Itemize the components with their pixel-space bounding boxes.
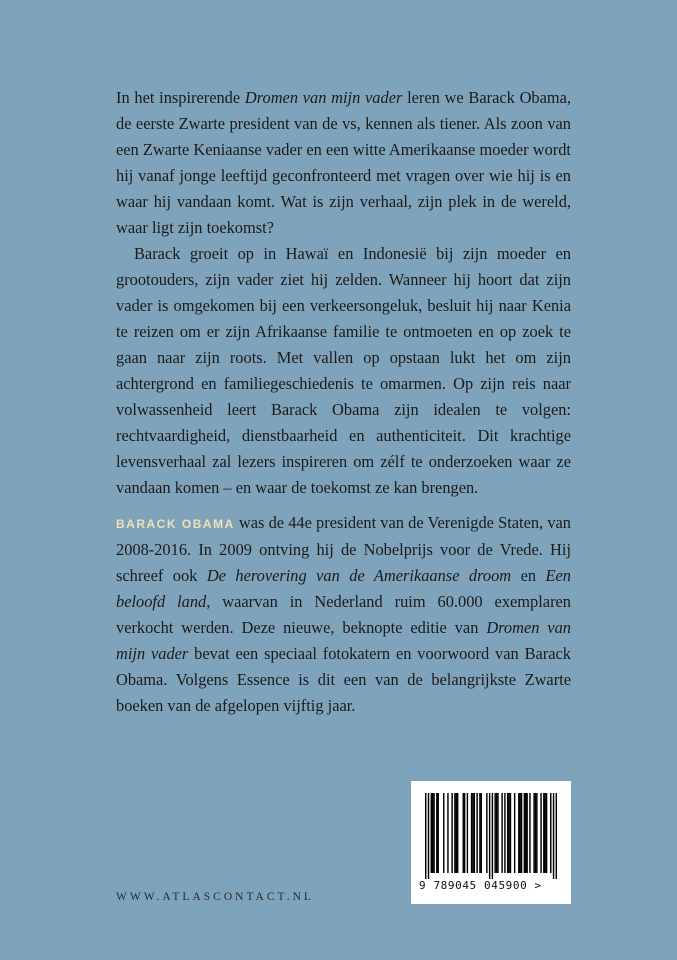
barcode-bar xyxy=(550,793,551,873)
barcode-bar xyxy=(543,793,544,873)
barcode-bar xyxy=(521,793,522,873)
barcode-bar xyxy=(524,793,525,873)
barcode-bar xyxy=(486,793,487,873)
barcode-bar xyxy=(497,793,498,873)
author-name: BARACK OBAMA xyxy=(116,517,235,531)
barcode-bar xyxy=(535,793,536,873)
barcode-bar xyxy=(519,793,520,873)
publisher-website[interactable]: WWW.ATLASCONTACT.NL xyxy=(116,891,314,903)
barcode-bar xyxy=(471,793,472,873)
barcode-bar xyxy=(526,793,527,873)
barcode-bar xyxy=(463,793,464,873)
barcode-bar xyxy=(514,793,515,873)
author-bio-text: was de 44e president van de Verenigde Staten, van 2008-2016. In 2009 ontving hij de Nobelprijs voor de Vrede. Hij schreef ook De herovering van de Amerikaanse droom en Een beloofd land, waarvan in Nederland ruim 60.000 exemplaren verkocht werden. Deze nieuwe, beknopte editie van Dromen van mijn vader bevat een speciaal fotokatern en voorwoord van Barack Obama. Volgens Essence is dit een van de belangrijkste Zwarte boeken van de afgelopen vijftig jaar. xyxy=(116,513,571,715)
barcode-bar xyxy=(436,793,437,873)
barcode-bar xyxy=(529,793,530,873)
barcode-bar xyxy=(425,793,426,879)
barcode-bar xyxy=(489,793,490,879)
barcode-bar xyxy=(492,793,493,879)
barcode-bar xyxy=(464,793,465,873)
isbn-barcode xyxy=(411,781,571,904)
barcode-bar xyxy=(432,793,433,873)
barcode-bar xyxy=(467,793,468,873)
barcode-bar xyxy=(533,793,534,873)
barcode-bar xyxy=(431,793,432,873)
barcode-bar xyxy=(447,793,448,873)
barcode-bar xyxy=(476,793,477,873)
barcode-bar xyxy=(508,793,509,873)
barcode-bar xyxy=(494,793,495,873)
barcode-bar xyxy=(510,793,511,873)
barcode-bar xyxy=(454,793,455,873)
barcode-bar xyxy=(536,793,537,873)
barcode-bar xyxy=(525,793,526,873)
barcode-bar xyxy=(504,793,505,873)
barcode-bar xyxy=(438,793,439,873)
barcode-bar xyxy=(443,793,444,873)
barcode-bar xyxy=(544,793,545,873)
barcode-bar xyxy=(481,793,482,873)
author-bio-paragraph xyxy=(116,510,571,719)
barcode-bar xyxy=(457,793,458,873)
barcode-bar xyxy=(507,793,508,873)
barcode-bar xyxy=(553,793,554,879)
barcode-bar xyxy=(501,793,502,873)
barcode-bar xyxy=(472,793,473,873)
author-bio xyxy=(116,510,571,719)
blurb-paragraph-2: Barack groeit op in Hawaï en Indonesië bij zijn moeder en grootouders, zijn vader ziet hij zelden. Wanneer hij hoort dat zijn vader is omgekomen bij een verkeersongeluk, besluit hij naar Kenia te reizen om er zijn Afrikaanse familie te ontmoeten en op zoek te gaan naar zijn roots. Met vallen op opstaan lukt het om zijn achtergrond en familiegeschiedenis te omarmen. Op zijn reis naar volwassenheid leert Barack Obama zijn idealen te volgen: rechtvaardigheid, dienstbaarheid en authenticiteit. Dit krachtige levensverhaal zal lezers inspireren om zélf te onderzoeken waar ze vandaan komen – en waar de toekomst ze kan brengen. xyxy=(116,244,571,497)
barcode-digits: 9 789045 045900 > xyxy=(419,879,542,892)
barcode-bar xyxy=(451,793,452,873)
barcode-bar xyxy=(479,793,480,873)
barcode-bar xyxy=(556,793,557,879)
barcode-bar xyxy=(540,793,541,873)
barcode-bar xyxy=(496,793,497,873)
barcode-bar xyxy=(456,793,457,873)
barcode-bar xyxy=(428,793,429,879)
barcode-bar xyxy=(433,793,434,873)
barcode-bar xyxy=(474,793,475,873)
barcode-bars xyxy=(425,793,557,879)
blurb xyxy=(116,85,571,501)
barcode-bar xyxy=(546,793,547,873)
blurb-paragraph-1: In het inspirerende Dromen van mijn vader leren we Barack Obama, de eerste Zwarte president van de vs, kennen als tiener. Als zoon van een Zwarte Keniaanse vader en een witte Amerikaanse moeder wordt hij vanaf jonge leeftijd geconfronteerd met vragen over wie hij is en waar hij vandaan komt. Wat is zijn verhaal, zijn plek in de wereld, waar ligt zijn toekomst? xyxy=(116,88,572,237)
barcode-bar xyxy=(518,793,519,873)
